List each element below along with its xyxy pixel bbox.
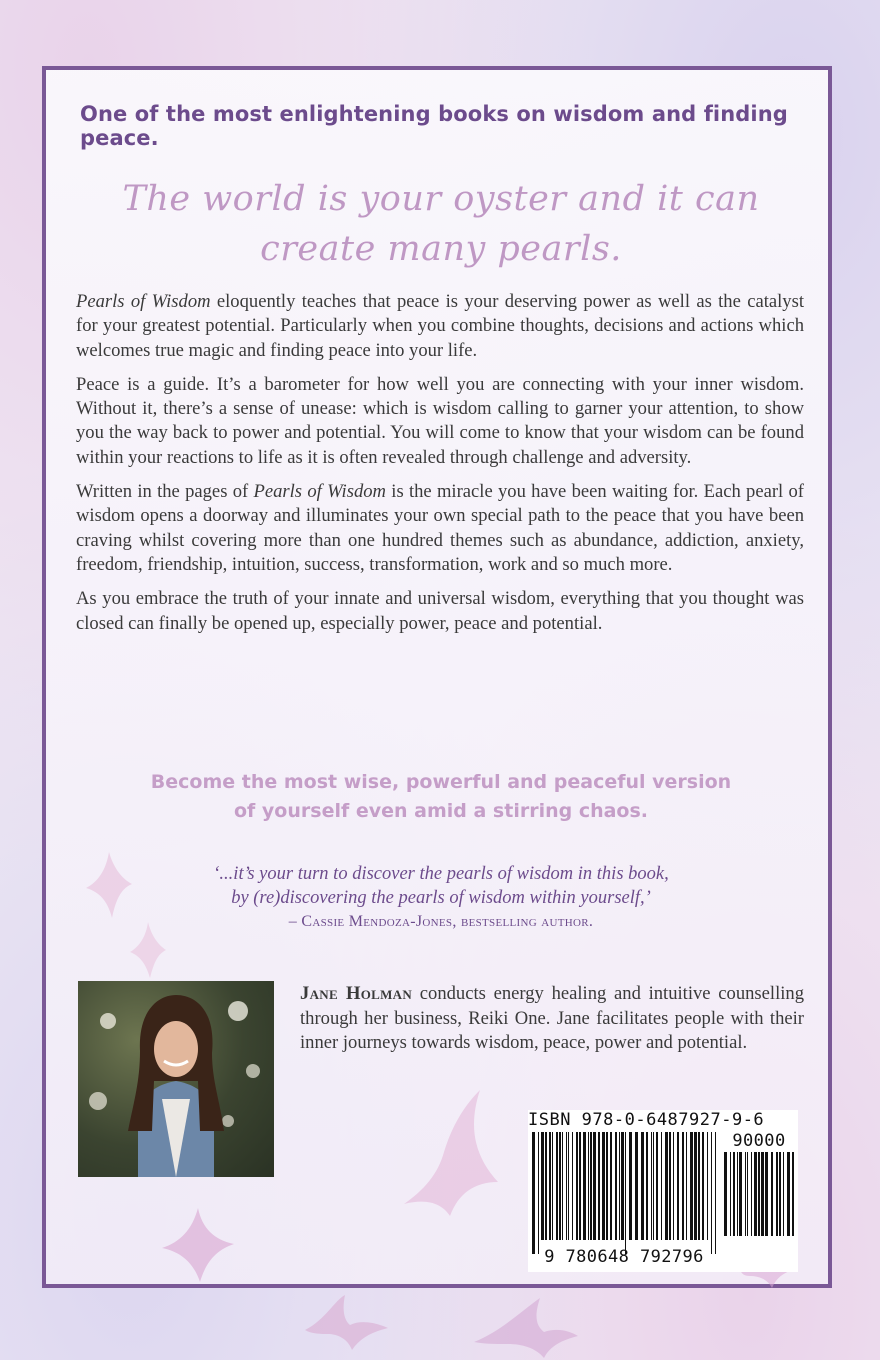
barcode-bar [651, 1132, 652, 1240]
barcode-bar [629, 1132, 632, 1240]
blurb-paragraph-1-text: eloquently teaches that peace is your deserving power as well as the catalyst for your greatest potential. Particularly when you combine thoughts, decisions and actions which welcomes true magic and finding peace into your life. [76, 291, 804, 361]
barcode-bar [702, 1132, 704, 1240]
barcode-bar [761, 1152, 764, 1236]
testimonial-line-2: by (re)discovering the pearls of wisdom within yourself,’ [231, 888, 651, 908]
book-title-inline: Pearls of Wisdom [76, 291, 211, 312]
isbn-label: ISBN 978-0-6487927-9-6 [528, 1110, 765, 1130]
tagline [106, 768, 776, 826]
barcode-bar [733, 1152, 735, 1236]
barcode-bar [615, 1132, 617, 1240]
blurb-paragraph-2: Peace is a guide. It’s a barometer for how well you are connecting with your inner wisdom. Without it, there’s a sense of unease: which is wisdom calling to garner your attention, to show you the way back to power and potential. You will come to know that your wisdom can be found within your reactions to life as it is often revealed through challenge and adversity. [76, 373, 804, 468]
blurb-paragraph-3-text: is the miracle you have been waiting for. Each pearl of wisdom opens a doorway and illuminates your own special path to the peace that you have been craving whilst covering more than one hundred themes such as abundance, addiction, anxiety, freedom, friendship, intuition, success, transformation, work and so much more. [76, 481, 804, 575]
ean-digits: 9 780648 792796 [544, 1247, 704, 1267]
barcode-bar [588, 1132, 589, 1240]
blurb-body [76, 290, 804, 646]
blurb-paragraph-1 [76, 290, 804, 363]
barcode-bar [625, 1132, 626, 1254]
barcode-bar [566, 1132, 567, 1240]
headline: One of the most enlightening books on wisdom and finding peace. [80, 102, 788, 150]
script-quote-line-2: create many pearls. [260, 229, 622, 269]
barcode-bar [765, 1152, 768, 1236]
script-quote [106, 174, 776, 274]
barcode-bar [621, 1132, 624, 1240]
barcode-bar [538, 1132, 539, 1254]
addon-barcode-bars [720, 1152, 798, 1272]
barcode-bar [661, 1132, 662, 1240]
testimonial-line-1: ‘...it’s your turn to discover the pearls of wisdom in this book, [213, 864, 669, 884]
bird-silhouette-icon [470, 1292, 580, 1360]
barcode-bar [579, 1132, 581, 1240]
barcode-bar [711, 1132, 712, 1254]
barcode-bar [715, 1132, 716, 1254]
script-quote-line-1: The world is your oyster and it can [122, 179, 760, 219]
barcode-bar [686, 1132, 687, 1240]
barcode-bar [606, 1132, 608, 1240]
barcode-bar [754, 1152, 757, 1236]
barcode-bar [545, 1132, 547, 1240]
barcode-bar [559, 1132, 561, 1240]
barcode-bar [707, 1132, 708, 1240]
blurb-paragraph-3 [76, 480, 804, 577]
barcode-bar [556, 1132, 558, 1240]
author-portrait-icon [78, 981, 274, 1177]
barcode-bar [787, 1152, 790, 1236]
barcode-bar [694, 1132, 697, 1240]
barcode-bar [673, 1132, 674, 1240]
barcode-bar [610, 1132, 612, 1240]
barcode-bar [747, 1152, 748, 1236]
barcode-bar [576, 1132, 578, 1240]
barcode-bar [572, 1132, 573, 1240]
barcode-bar [598, 1132, 600, 1240]
tagline-line-2: of yourself even amid a stirring chaos. [233, 800, 649, 822]
bird-silhouette-icon [300, 1290, 390, 1360]
barcode-bar [549, 1132, 551, 1240]
blurb-paragraph-3-lead: Written in the pages of [76, 481, 254, 503]
testimonial [86, 862, 796, 934]
barcode-bar [635, 1132, 638, 1240]
barcode-bar [593, 1132, 596, 1240]
bird-silhouette-icon [158, 1204, 238, 1284]
barcode-bar [745, 1152, 746, 1236]
barcode-bar [783, 1152, 784, 1236]
book-title-inline: Pearls of Wisdom [253, 481, 386, 503]
barcode-bar [646, 1132, 648, 1240]
barcode-bar [751, 1152, 752, 1236]
barcode-bar [739, 1152, 742, 1236]
tagline-line-1: Become the most wise, powerful and peaceful version [150, 771, 732, 793]
barcode-bar [619, 1132, 620, 1240]
barcode-bar [792, 1152, 794, 1236]
barcode-bar [779, 1152, 781, 1236]
author-bio [300, 982, 804, 1056]
blurb-paragraph-4: As you embrace the truth of your innate and universal wisdom, everything that you thought was closed can finally be opened up, especially power, peace and potential. [76, 588, 804, 634]
barcode-bar [669, 1132, 671, 1240]
barcode-bar [653, 1132, 654, 1240]
barcode-bar [552, 1132, 553, 1240]
barcode-bar [562, 1132, 563, 1240]
barcode-bar [737, 1152, 738, 1236]
barcode-bar [776, 1152, 778, 1236]
barcode-bar [641, 1132, 644, 1240]
author-photo [78, 981, 274, 1177]
barcode-bar [690, 1132, 693, 1240]
barcode-bar [656, 1132, 658, 1240]
barcode-bar [665, 1132, 668, 1240]
addon-digits: 90000 [732, 1131, 786, 1151]
barcode-bar [568, 1132, 569, 1240]
barcode-bar [730, 1152, 731, 1236]
barcode-bar [698, 1132, 700, 1240]
barcode-bar [682, 1132, 684, 1240]
barcode-bar [532, 1132, 535, 1254]
author-bio-text: conducts energy healing and intuitive counselling through her business, Reiki One. Jane facilitates people with their inner journeys towards wisdom, peace, power and potential. [300, 983, 805, 1053]
barcode-bar [541, 1132, 544, 1240]
barcode-bar [590, 1132, 592, 1240]
barcode-bar [758, 1152, 760, 1236]
barcode-bar [677, 1132, 679, 1240]
testimonial-attribution: – Cassie Mendoza-Jones, bestselling author. [288, 913, 594, 930]
barcode-bar [583, 1132, 586, 1240]
barcode-bar [602, 1132, 605, 1240]
isbn-barcode [528, 1110, 798, 1272]
bird-silhouette-icon [398, 1086, 508, 1256]
barcode-bar [771, 1152, 773, 1236]
back-cover-frame [42, 66, 832, 1288]
barcode-bar [724, 1152, 727, 1236]
author-name: Jane Holman [300, 983, 413, 1004]
